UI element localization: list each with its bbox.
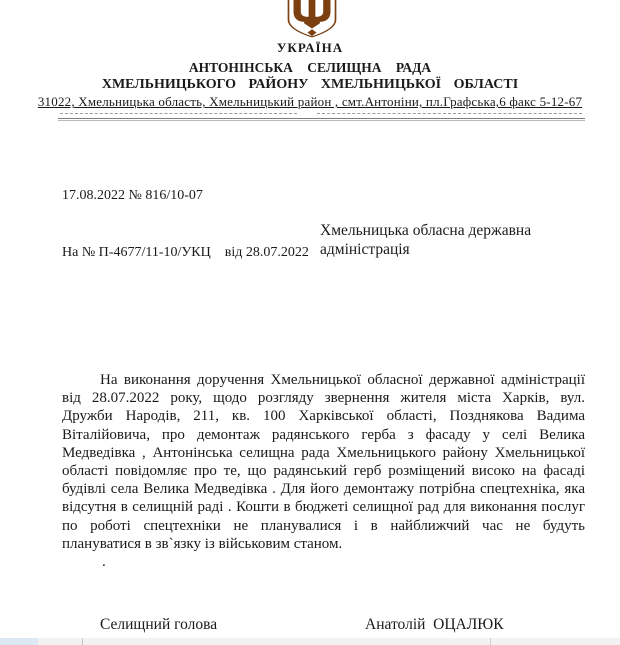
body-line: Дружби Народів, 211, кв. 100 Харківської області, Позднякова Вадима <box>62 408 585 425</box>
signer-name: Анатолій ОЦАЛЮК <box>365 616 504 633</box>
letterhead <box>0 41 620 110</box>
body-line: по роботі спецтехніки не планувалися і в найближчий час не будуть <box>62 517 585 534</box>
council-name: АНТОНІНСЬКА СЕЛИЩНА РАДА <box>188 59 432 75</box>
country-name: УКРАЇНА <box>276 40 344 55</box>
bottom-strip-blue-segment <box>0 638 38 645</box>
body-line: плануватися в зв`язку із військовим станом. <box>62 535 343 552</box>
dashed-separator-right <box>317 107 582 114</box>
dashed-separator <box>60 107 582 114</box>
recipient-block <box>320 221 531 259</box>
body-line: будівлі села Велика Медведівка . Для його демонтажу потрібна спецтехніка, яка <box>62 481 585 498</box>
letter-body <box>62 371 585 571</box>
reference-block <box>62 148 309 300</box>
recipient-line2: адміністрація <box>320 241 410 258</box>
council-region: ХМЕЛЬНИЦЬКОГО РАЙОНУ ХМЕЛЬНИЦЬКОЇ ОБЛАСТІ <box>101 76 519 92</box>
bottom-window-edge <box>0 638 620 645</box>
body-line: відсутня в селищній раді . Кошти в бюджеті селищної рад для виконання послуг <box>62 499 585 516</box>
body-line: На виконання доручення Хмельницької обласної державної адміністрації <box>100 372 585 388</box>
recipient-line1: Хмельницька обласна державна <box>320 222 532 239</box>
signer-title: Селищний голова <box>100 616 218 633</box>
body-line: Медведівка , Антонінська селищна рада Хмельницького району Хмельницької <box>62 444 585 461</box>
body-line: від 28.07.2022 року, щодо розгляду звернення жителя міста Харків, вул. <box>62 390 585 407</box>
ukraine-trident-emblem-icon <box>284 0 340 38</box>
body-line: області повідомляє про те, що радянський герб розміщений високо на фасаді <box>62 463 585 480</box>
incoming-number: На № П-4677/11-10/УКЦ від 28.07.2022 <box>62 245 309 260</box>
body-line: Віталійовича, про демонтаж радянського герба з фасаду у селі Велика <box>62 426 585 443</box>
bottom-strip-divider-2 <box>490 638 491 645</box>
dashed-separator-left <box>60 107 297 114</box>
stray-period: . <box>102 554 106 571</box>
solid-separator-rule <box>58 118 585 121</box>
signature-row <box>0 616 620 636</box>
council-address: 31022, Хмельницька область, Хмельницький район , смт.Антоніни, пл.Графська,6 факс 5-12-67 <box>37 94 583 110</box>
bottom-strip-divider-1 <box>82 638 83 645</box>
outgoing-number: 17.08.2022 № 816/10-07 <box>62 188 203 203</box>
